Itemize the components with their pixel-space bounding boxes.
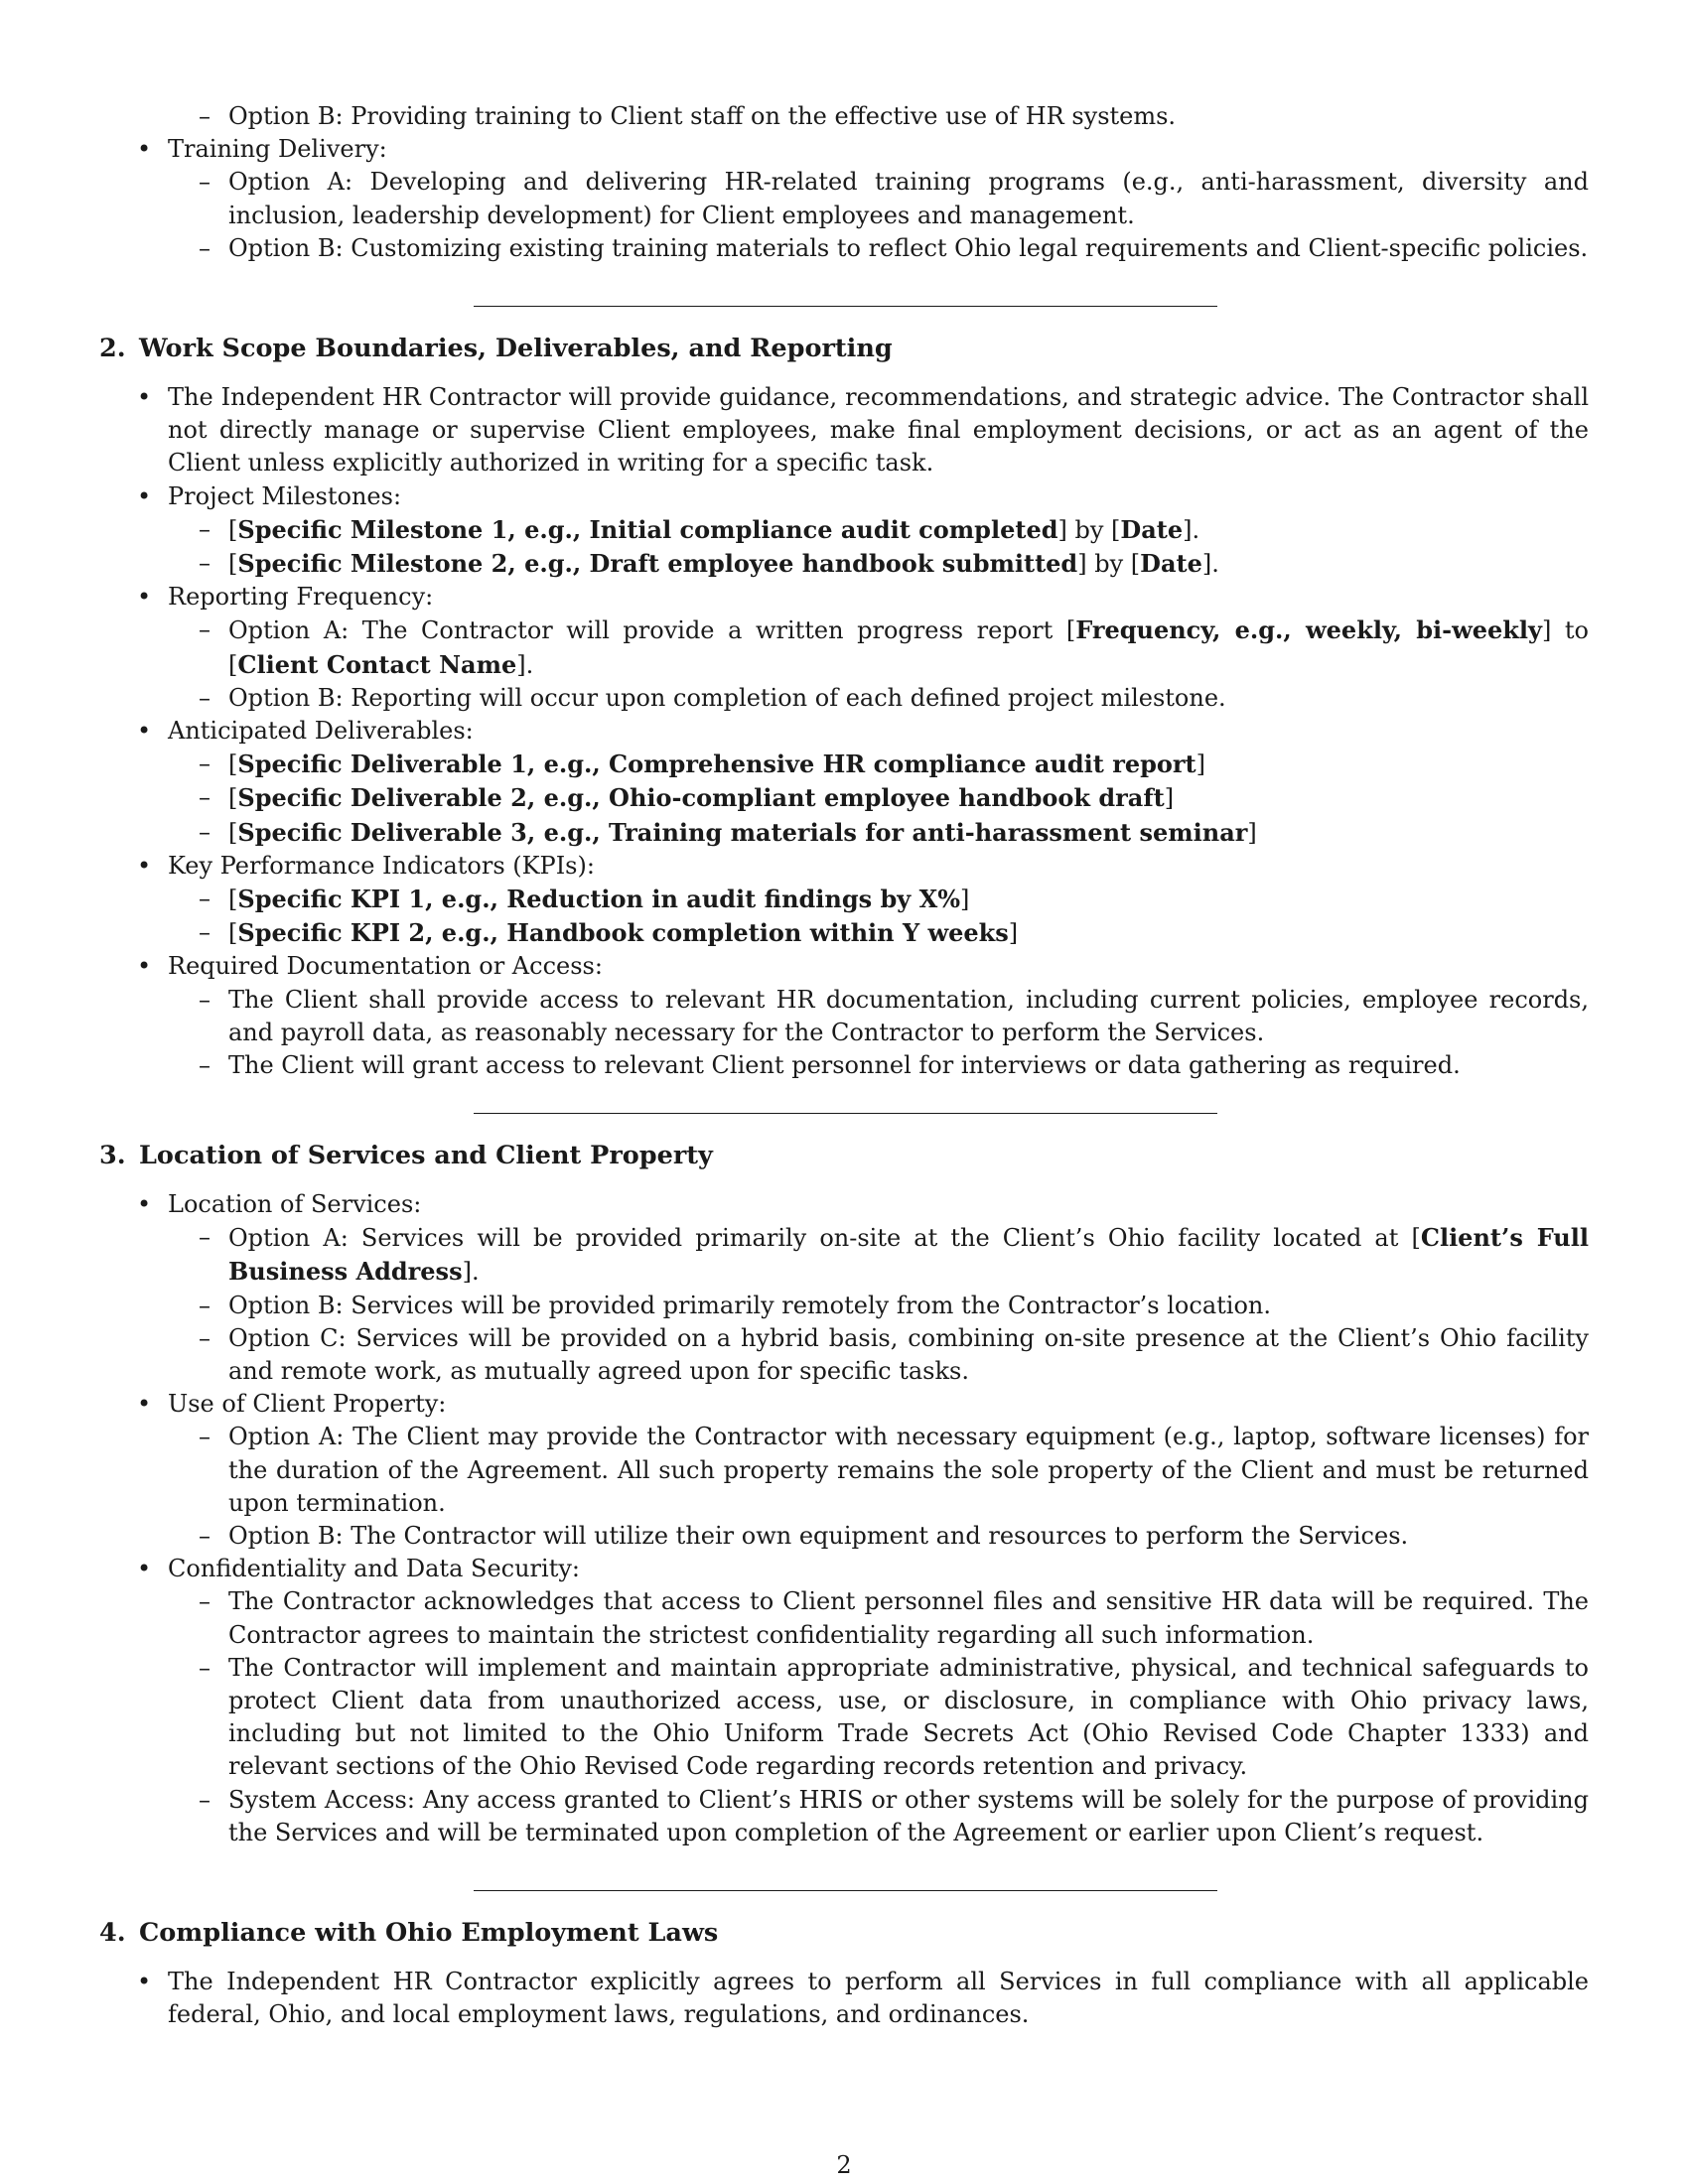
list-item: – System Access: Any access granted to Client’s HRIS or other systems will be solely for the purpose of providing the Services and will be terminated upon completion of the Agreement or earlier upon Client’s request. [99,1784,1589,1849]
list-item: • Project Milestones: – [Specific Milestone 1, e.g., Initial compliance audit completed] by [Date]. – [Specific Milestone 2, e.g., Draft employee handbook submitted] by [Date]. [99,480,1589,582]
list-item: – [Specific Deliverable 1, e.g., Comprehensive HR compliance audit report] [99,748,1589,781]
list-item: – Option B: Providing training to Client staff on the effective use of HR systems. [99,100,1589,133]
divider [474,1890,1217,1891]
training-delivery-label: Training Delivery: [168,135,387,164]
page-number: 2 [836,2151,852,2179]
list-item: • Required Documentation or Access: – The Client shall provide access to relevant HR documentation, including current policies, employee records, and payroll data, as reasonably necessary for the Contractor to perform the Services. – The Client will grant access to relevant Client personnel for interviews or data gathering as required. [99,950,1589,1082]
list-item: – Option B: Services will be provided primarily remotely from the Contractor’s location. [99,1290,1589,1322]
section1-continuation [99,100,1589,265]
list-item: – The Contractor will implement and maintain appropriate administrative, physical, and technical safeguards to protect Client data from unauthorized access, use, or disclosure, in compliance with Ohio privacy laws, including but not limited to the Ohio Uniform Trade Secrets Act (Ohio Revised Code Chapter 1333) and relevant sections of the Ohio Revised Code regarding records retention and privacy. [99,1652,1589,1784]
divider [474,306,1217,307]
divider [474,1113,1217,1114]
section3-body [99,1188,1589,1849]
list-item: – Option B: Customizing existing training materials to reflect Ohio legal requirements and Client-specific policies. [99,232,1589,265]
list-item: • Reporting Frequency: – Option A: The Contractor will provide a written progress report [Frequency, e.g., weekly, bi-weekly] to [Client Contact Name]. – Option B: Reporting will occur upon completion of each defined project milestone. [99,581,1589,715]
list-item: – [Specific KPI 1, e.g., Reduction in audit findings by X%] [99,883,1589,916]
list-item: – [Specific Deliverable 3, e.g., Training materials for anti-harassment seminar] [99,816,1589,850]
list-item: – Option A: Developing and delivering HR-related training programs (e.g., anti-harassment, diversity and inclusion, leadership development) for Client employees and management. [99,166,1589,231]
list-item: – Option A: The Client may provide the Contractor with necessary equipment (e.g., laptop, software licenses) for the duration of the Agreement. All such property remains the sole property of the Client and must be returned upon termination. [99,1421,1589,1520]
list-item: – Option B: Reporting will occur upon completion of each defined project milestone. [99,682,1589,715]
list-item [99,133,1589,265]
list-item: – The Client will grant access to relevant Client personnel for interviews or data gathering as required. [99,1049,1589,1082]
section4-body [99,1966,1589,2031]
list-item: • Use of Client Property: – Option A: The Client may provide the Contractor with necessary equipment (e.g., laptop, software licenses) for the duration of the Agreement. All such property remains the sole property of the Client and must be returned upon termination. – Option B: The Contractor will utilize their own equipment and resources to perform the Services. [99,1388,1589,1553]
list-item: • Anticipated Deliverables: – [Specific Deliverable 1, e.g., Comprehensive HR compliance audit report] – [Specific Deliverable 2, e.g., Ohio-compliant employee handbook draft] – [Specific Deliverable 3, e.g., Training materials for anti-harassment seminar] [99,715,1589,850]
list-item: – Option A: Services will be provided primarily on-site at the Client’s Ohio facility located at [Client’s Full Business Address]. [99,1221,1589,1289]
list-item: • The Independent HR Contractor will provide guidance, recommendations, and strategic advice. The Contractor shall not directly manage or supervise Client employees, make final employment decisions, or act as an agent of the Client unless explicitly authorized in writing for a specific task. [99,381,1589,480]
section-heading-4: 4. Compliance with Ohio Employment Laws [99,1918,719,1948]
list-item: – [Specific KPI 2, e.g., Handbook completion within Y weeks] [99,916,1589,950]
list-item: • Key Performance Indicators (KPIs): – [Specific KPI 1, e.g., Reduction in audit findings by X%] – [Specific KPI 2, e.g., Handbook completion within Y weeks] [99,850,1589,951]
list-item: – Option B: The Contractor will utilize their own equipment and resources to perform the Services. [99,1520,1589,1553]
list-item: – [Specific Milestone 1, e.g., Initial compliance audit completed] by [Date]. [99,513,1589,547]
list-item: – [Specific Milestone 2, e.g., Draft employee handbook submitted] by [Date]. [99,547,1589,581]
section-heading-3: 3. Location of Services and Client Property [99,1141,713,1170]
list-item: – The Contractor acknowledges that access to Client personnel files and sensitive HR data will be required. The Contractor agrees to maintain the strictest confidentiality regarding all such information. [99,1585,1589,1651]
list-item: • Confidentiality and Data Security: – The Contractor acknowledges that access to Client personnel files and sensitive HR data will be required. The Contractor agrees to maintain the strictest confidentiality regarding all such information. – The Contractor will implement and maintain appropriate administrative, physical, and technical safeguards to protect Client data from unauthorized access, use, or disclosure, in compliance with Ohio privacy laws, including but not limited to the Ohio Uniform Trade Secrets Act (Ohio Revised Code Chapter 1333) and relevant sections of the Ohio Revised Code regarding records retention and privacy. – System Access: Any access granted to Client’s HRIS or other systems will be solely for the purpose of providing the Services and will be terminated upon completion of the Agreement or earlier upon Client’s request. [99,1553,1589,1849]
list-item: • Location of Services: – Option A: Services will be provided primarily on-site at the Client’s Ohio facility located at [Client’s Full Business Address]. – Option B: Services will be provided primarily remotely from the Contractor’s location. – Option C: Services will be provided on a hybrid basis, combining on-site presence at the Client’s Ohio facility and remote work, as mutually agreed upon for specific tasks. [99,1188,1589,1388]
list-item: – Option C: Services will be provided on a hybrid basis, combining on-site presence at the Client’s Ohio facility and remote work, as mutually agreed upon for specific tasks. [99,1322,1589,1388]
list-item: – Option A: The Contractor will provide a written progress report [Frequency, e.g., weekly, bi-weekly] to [Client Contact Name]. [99,614,1589,681]
list-item: • The Independent HR Contractor explicitly agrees to perform all Services in full compliance with all applicable federal, Ohio, and local employment laws, regulations, and ordinances. [99,1966,1589,2031]
list-item: – The Client shall provide access to relevant HR documentation, including current policies, employee records, and payroll data, as reasonably necessary for the Contractor to perform the Services. [99,984,1589,1049]
section-heading-2: 2. Work Scope Boundaries, Deliverables, and Reporting [99,334,893,363]
list-item: – [Specific Deliverable 2, e.g., Ohio-compliant employee handbook draft] [99,781,1589,815]
section2-body [99,381,1589,1082]
